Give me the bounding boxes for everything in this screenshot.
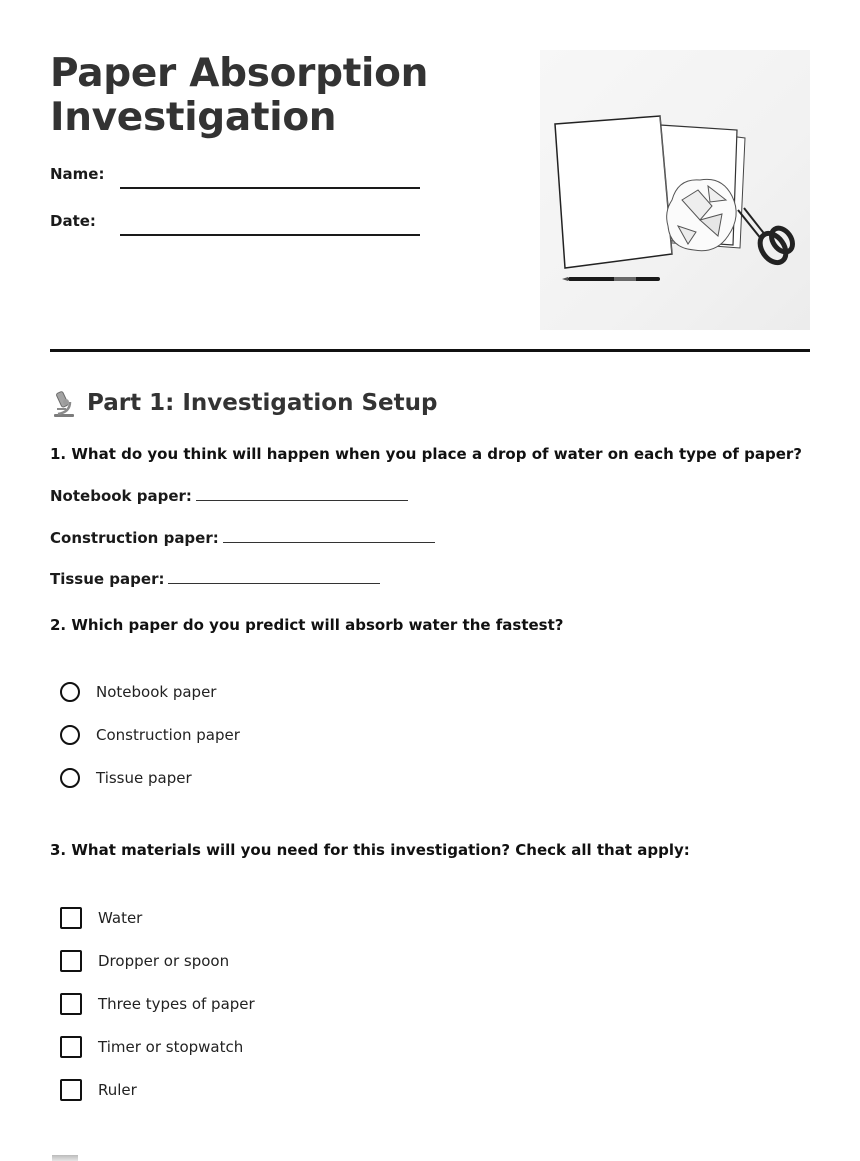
name-label: Name: <box>50 165 105 183</box>
q1-construction-label: Construction paper: <box>50 529 219 547</box>
q3-option-label: Ruler <box>98 1081 137 1099</box>
part1-title: Part 1: Investigation Setup <box>87 390 438 416</box>
radio-button[interactable] <box>60 682 80 702</box>
q3-option-label: Timer or stopwatch <box>98 1038 244 1056</box>
q2-option-notebook[interactable] <box>60 679 216 705</box>
question-1: 1. What do you think will happen when you place a drop of water on each type of paper? <box>50 445 802 463</box>
q1-notebook-label: Notebook paper: <box>50 487 192 505</box>
q1-construction-row[interactable] <box>50 529 435 547</box>
q3-option-label: Dropper or spoon <box>98 952 230 970</box>
q3-option-water[interactable] <box>60 905 142 931</box>
q3-option-paper[interactable] <box>60 991 255 1017</box>
q3-option-label: Three types of paper <box>98 995 255 1013</box>
q1-tissue-blank[interactable] <box>168 583 380 584</box>
q3-option-ruler[interactable] <box>60 1077 137 1103</box>
q1-tissue-label: Tissue paper: <box>50 570 165 588</box>
q1-notebook-row[interactable] <box>50 487 408 505</box>
date-label: Date: <box>50 212 96 230</box>
title-line-1: Paper Absorption <box>50 51 429 96</box>
header-divider <box>50 349 810 352</box>
q1-tissue-row[interactable] <box>50 570 380 588</box>
checkbox[interactable] <box>60 907 82 929</box>
date-field[interactable] <box>120 234 420 236</box>
radio-button[interactable] <box>60 725 80 745</box>
q3-option-dropper[interactable] <box>60 948 229 974</box>
q2-option-label: Construction paper <box>96 726 240 744</box>
name-field[interactable] <box>120 187 420 189</box>
title-line-2: Investigation <box>50 95 337 140</box>
q3-option-timer[interactable] <box>60 1034 243 1060</box>
question-2: 2. Which paper do you predict will absorb water the fastest? <box>50 616 564 634</box>
q2-option-label: Tissue paper <box>96 769 192 787</box>
paper-and-scissors-photo <box>540 50 810 330</box>
checkbox[interactable] <box>60 950 82 972</box>
q1-construction-blank[interactable] <box>223 542 435 543</box>
radio-button[interactable] <box>60 768 80 788</box>
question-3: 3. What materials will you need for this investigation? Check all that apply: <box>50 841 690 859</box>
worksheet-title <box>50 52 428 140</box>
q1-notebook-blank[interactable] <box>196 500 408 501</box>
part1-heading <box>50 388 437 418</box>
checkbox[interactable] <box>60 1079 82 1101</box>
q2-option-construction[interactable] <box>60 722 240 748</box>
checkbox[interactable] <box>60 1036 82 1058</box>
q3-option-label: Water <box>98 909 143 927</box>
q2-option-label: Notebook paper <box>96 683 217 701</box>
q2-option-tissue[interactable] <box>60 765 192 791</box>
next-section-icon-fragment <box>52 1155 78 1161</box>
microscope-icon <box>50 388 78 418</box>
checkbox[interactable] <box>60 993 82 1015</box>
